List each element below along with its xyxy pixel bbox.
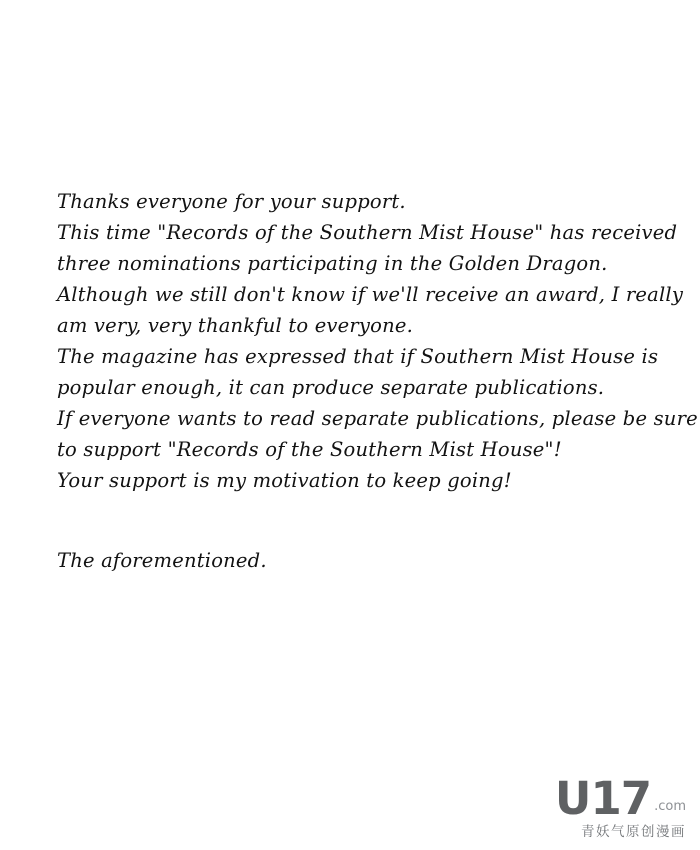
note-line: If everyone wants to read separate publications, please be sure [57,407,698,430]
note-line: popular enough, it can produce separate publications. [57,376,605,399]
note-line: three nominations participating in the Golden Dragon. [57,252,608,275]
watermark-brand: U17 [554,772,652,826]
authors-note [57,186,698,496]
note-line: Your support is my motivation to keep going! [57,469,512,492]
signature-block [57,545,657,576]
note-line: The magazine has expressed that if Southern Mist House is [57,345,659,368]
watermark-tagline: 青妖气原创漫画 [581,824,686,840]
note-line: Thanks everyone for your support. [57,190,406,213]
signature-text: The aforementioned. [57,549,267,572]
note-line: am very, very thankful to everyone. [57,314,413,337]
note-line: Although we still don't know if we'll receive an award, I really [57,283,684,306]
watermark-logo [554,772,686,826]
watermark-domain: .com [654,799,686,814]
note-line: This time "Records of the Southern Mist House" has received [57,221,678,244]
note-line: to support "Records of the Southern Mist House"! [57,438,562,461]
u17-watermark [554,772,686,840]
